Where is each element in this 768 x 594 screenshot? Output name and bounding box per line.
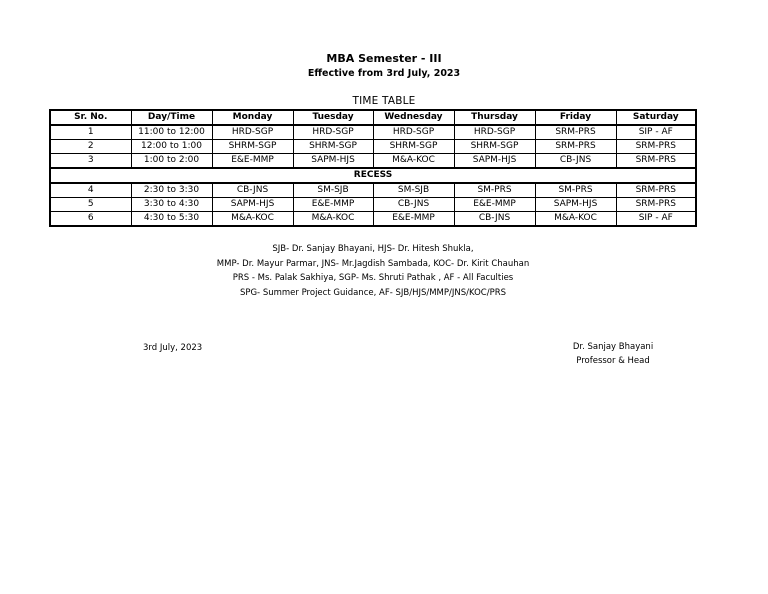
cell-thursday: HRD-SGP <box>454 125 535 140</box>
cell-friday: CB-JNS <box>535 154 616 169</box>
table-row <box>50 212 696 227</box>
cell-tuesday: SHRM-SGP <box>293 140 373 154</box>
recess-label: RECESS <box>50 168 696 183</box>
cell-monday: SHRM-SGP <box>212 140 293 154</box>
cell-saturday: SRM-PRS <box>616 140 696 154</box>
cell-sr-no: 3 <box>50 154 131 169</box>
cell-tuesday: E&E-MMP <box>293 198 373 212</box>
timetable-heading: TIME TABLE <box>352 95 416 107</box>
cell-monday: M&A-KOC <box>212 212 293 227</box>
cell-tuesday: HRD-SGP <box>293 125 373 140</box>
cell-sr-no: 2 <box>50 140 131 154</box>
col-header-friday: Friday <box>535 110 616 125</box>
cell-time: 11:00 to 12:00 <box>131 125 212 140</box>
cell-friday: SAPM-HJS <box>535 198 616 212</box>
table-row <box>50 154 696 169</box>
cell-friday: SM-PRS <box>535 183 616 198</box>
cell-time: 12:00 to 1:00 <box>131 140 212 154</box>
cell-monday: SAPM-HJS <box>212 198 293 212</box>
cell-saturday: SIP - AF <box>616 212 696 227</box>
cell-monday: E&E-MMP <box>212 154 293 169</box>
cell-friday: SRM-PRS <box>535 125 616 140</box>
issue-date: 3rd July, 2023 <box>143 343 203 353</box>
col-header-wednesday: Wednesday <box>373 110 454 125</box>
cell-friday: M&A-KOC <box>535 212 616 227</box>
col-header-sr-no: Sr. No. <box>50 110 131 125</box>
cell-time: 2:30 to 3:30 <box>131 183 212 198</box>
recess-row <box>50 168 696 183</box>
col-header-tuesday: Tuesday <box>293 110 373 125</box>
cell-wednesday: CB-JNS <box>373 198 454 212</box>
faculty-legend-line-4: SPG- Summer Project Guidance, AF- SJB/HJS/MMP/JNS/KOC/PRS <box>239 288 507 298</box>
cell-wednesday: E&E-MMP <box>373 212 454 227</box>
cell-saturday: SRM-PRS <box>616 183 696 198</box>
faculty-legend-line-2: MMP- Dr. Mayur Parmar, JNS- Mr.Jagdish Sambada, KOC- Dr. Kirit Chauhan <box>216 259 530 269</box>
col-header-day-time: Day/Time <box>131 110 212 125</box>
cell-sr-no: 1 <box>50 125 131 140</box>
table-row <box>50 183 696 198</box>
cell-friday: SRM-PRS <box>535 140 616 154</box>
col-header-thursday: Thursday <box>454 110 535 125</box>
table-row <box>50 140 696 154</box>
timetable <box>49 109 697 227</box>
cell-tuesday: M&A-KOC <box>293 212 373 227</box>
document-title: MBA Semester - III <box>326 52 442 65</box>
cell-sr-no: 5 <box>50 198 131 212</box>
cell-sr-no: 4 <box>50 183 131 198</box>
cell-saturday: SRM-PRS <box>616 198 696 212</box>
cell-thursday: SM-PRS <box>454 183 535 198</box>
cell-tuesday: SM-SJB <box>293 183 373 198</box>
cell-saturday: SIP - AF <box>616 125 696 140</box>
cell-thursday: SAPM-HJS <box>454 154 535 169</box>
signatory-name: Dr. Sanjay Bhayani <box>572 342 654 352</box>
col-header-monday: Monday <box>212 110 293 125</box>
cell-wednesday: SHRM-SGP <box>373 140 454 154</box>
cell-thursday: E&E-MMP <box>454 198 535 212</box>
col-header-saturday: Saturday <box>616 110 696 125</box>
faculty-legend-line-1: SJB- Dr. Sanjay Bhayani, HJS- Dr. Hitesh Shukla, <box>272 244 474 254</box>
cell-saturday: SRM-PRS <box>616 154 696 169</box>
cell-thursday: CB-JNS <box>454 212 535 227</box>
effective-date: Effective from 3rd July, 2023 <box>307 68 461 79</box>
cell-time: 4:30 to 5:30 <box>131 212 212 227</box>
cell-tuesday: SAPM-HJS <box>293 154 373 169</box>
cell-wednesday: M&A-KOC <box>373 154 454 169</box>
timetable-header-row <box>50 110 696 125</box>
cell-time: 3:30 to 4:30 <box>131 198 212 212</box>
cell-thursday: SHRM-SGP <box>454 140 535 154</box>
cell-wednesday: SM-SJB <box>373 183 454 198</box>
cell-monday: CB-JNS <box>212 183 293 198</box>
cell-wednesday: HRD-SGP <box>373 125 454 140</box>
table-row <box>50 198 696 212</box>
faculty-legend-line-3: PRS - Ms. Palak Sakhiya, SGP- Ms. Shruti Pathak , AF - All Faculties <box>232 273 514 283</box>
cell-monday: HRD-SGP <box>212 125 293 140</box>
cell-time: 1:00 to 2:00 <box>131 154 212 169</box>
cell-sr-no: 6 <box>50 212 131 227</box>
signatory-title: Professor & Head <box>576 356 650 366</box>
table-row <box>50 125 696 140</box>
